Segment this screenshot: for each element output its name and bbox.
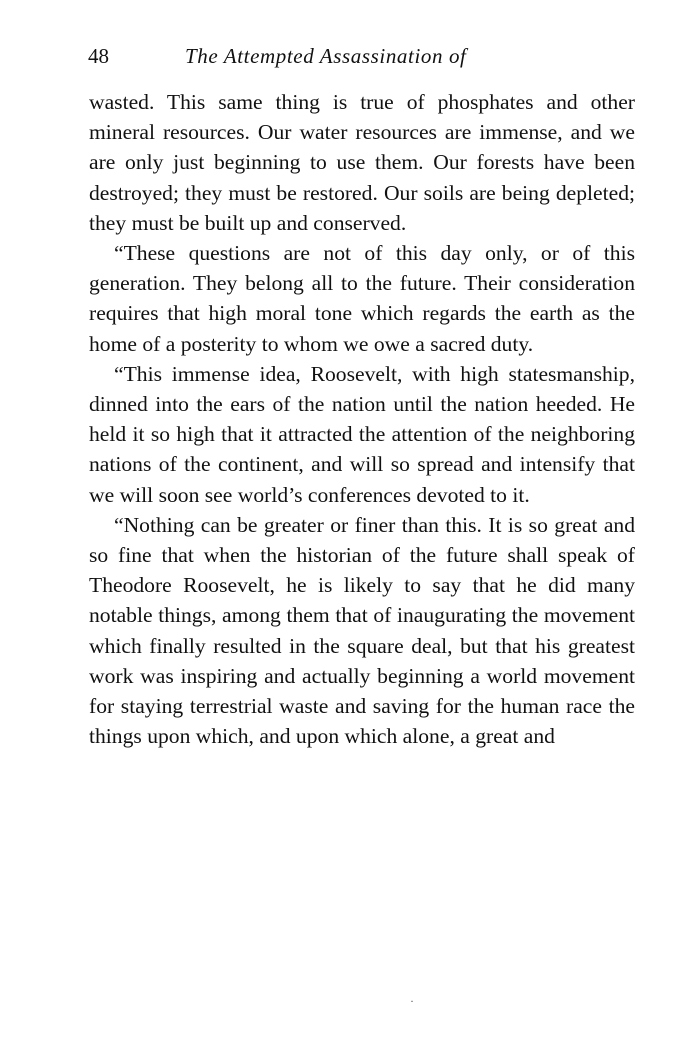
running-title: The Attempted Assassination of [185, 44, 467, 68]
paragraph: “Nothing can be greater or finer than this. It is so great and so fine that when the historian of the future shall speak of Theodore Roosevelt, he is likely to say that he did many notable things, among them that of inaugurating the movement which finally resulted in the square deal, but that his greatest work was inspiring and actually beginning a world movement for staying terrestrial waste and saving for the human race the things upon which, and upon which alone, a great and [89, 512, 635, 749]
page-header [88, 44, 648, 76]
paragraph: “These questions are not of this day only, or of this generation. They belong all to the future. Their consideration requires that high moral tone which regards the earth as the home of a posterity to whom we owe a sacred duty. [89, 241, 635, 356]
body-text [89, 87, 635, 751]
page-number: 48 [88, 44, 109, 68]
paragraph-continued: wasted. This same thing is true of phosphates and other mineral resources. Our water resources are immense, and we are only just beginning to use them. Our forests have been destroyed; they must be restored. Our soils are being depleted; they must be built up and conserved. [89, 90, 635, 235]
scan-speck: · [410, 994, 414, 1008]
paragraph: “This immense idea, Roosevelt, with high statesmanship, dinned into the ears of the nation until the nation heeded. He held it so high that it attracted the attention of the neighboring nations of the continent, and will so spread and intensify that we will soon see world’s conferences devoted to it. [89, 361, 635, 507]
